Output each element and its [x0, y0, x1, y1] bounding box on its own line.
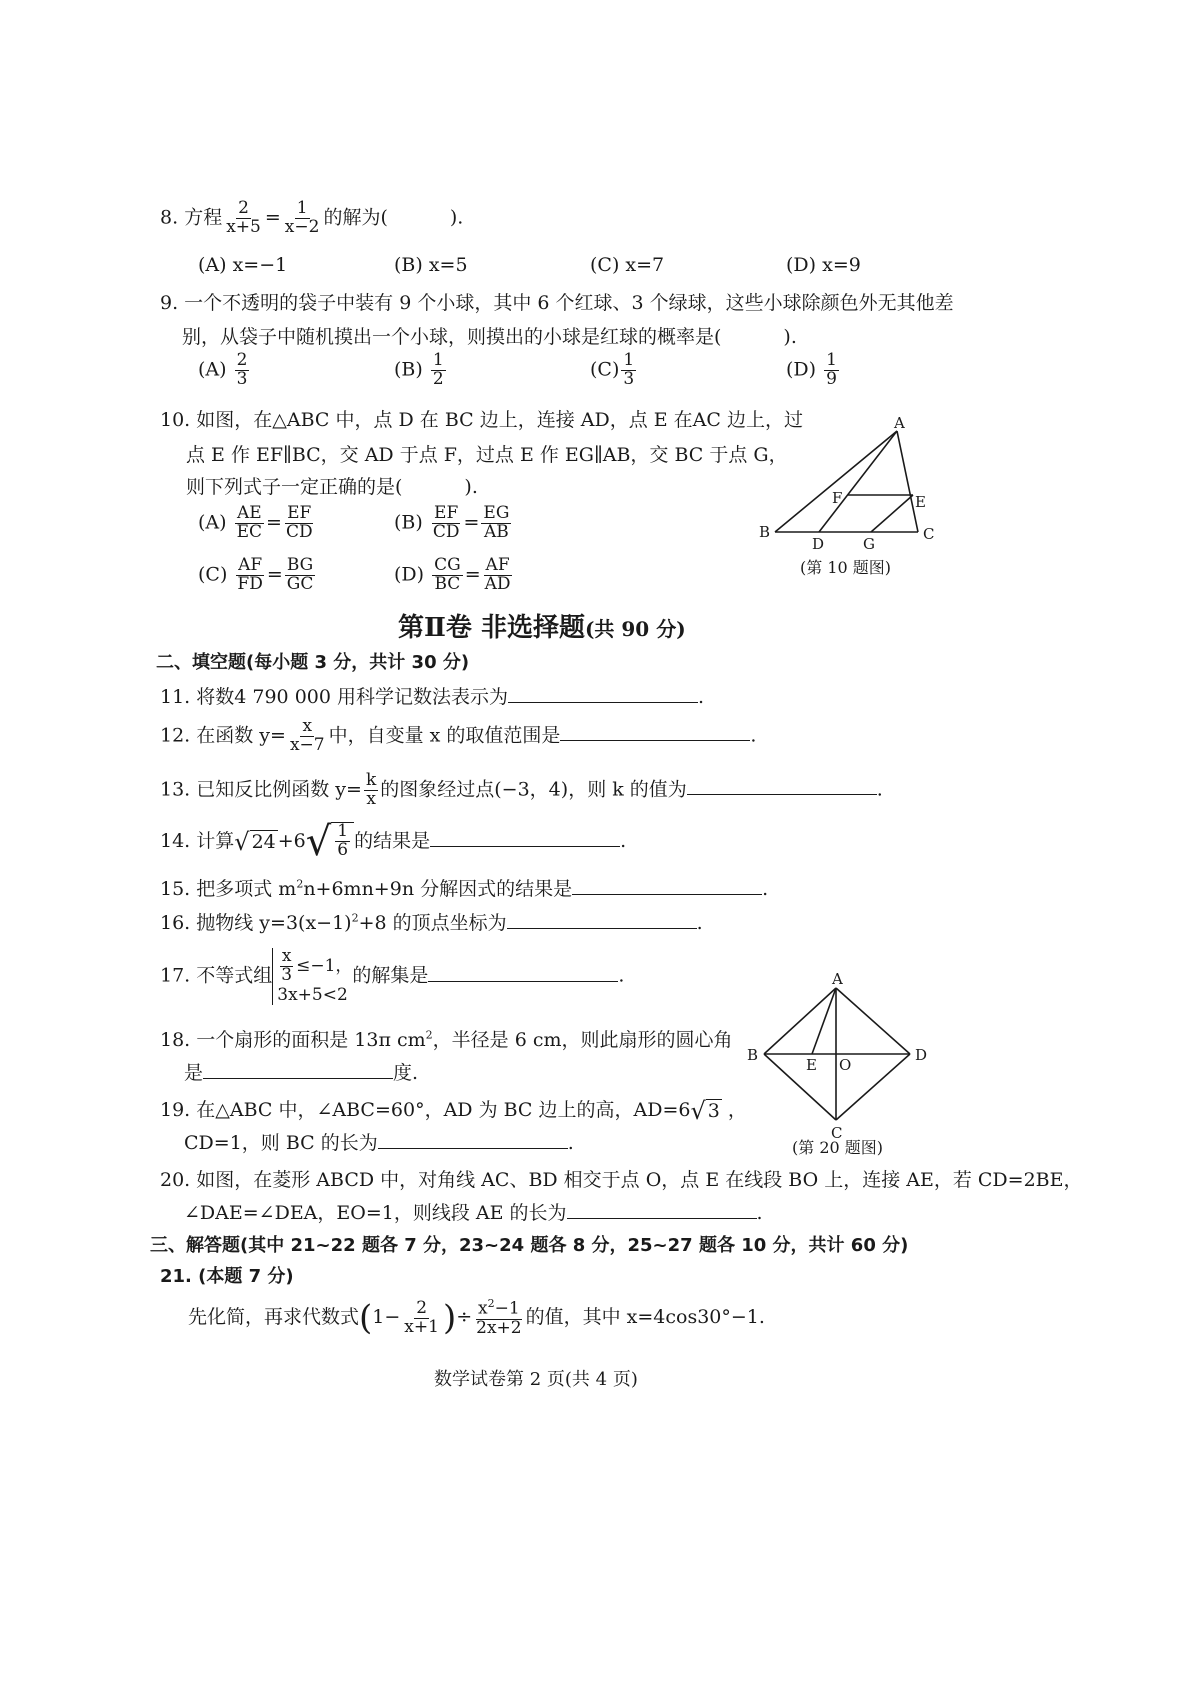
side-ab: [764, 988, 836, 1054]
sqrt: √ $\frac{1}{6}$: [306, 822, 354, 862]
question-13: 13. 已知反比例函数 y= $\frac{k}{x}$ 的图象经过点(−3，4)，则 k 的值为 .: [160, 770, 883, 809]
question-12: 12. 在函数 y= $\frac{x}{x-7}$ 中，自变量 x 的取值范围是 .: [160, 716, 757, 755]
segment-ab: [775, 431, 897, 532]
label-f: F: [832, 489, 843, 507]
label-b: B: [759, 523, 771, 541]
q8-option-c: (C) x=7: [590, 254, 665, 276]
side-ad: [836, 988, 910, 1054]
section-2-heading: 二、填空题(每小题 3 分，共计 30 分): [156, 652, 470, 673]
page-footer: 数学试卷第 2 页(共 4 页): [434, 1369, 638, 1390]
fraction: $\frac{2}{x+5}$: [226, 198, 261, 237]
question-14: 14. 计算 √ 24 +6 √ $\frac{1}{6}$ 的结果是 .: [160, 819, 627, 865]
question-20-line2: ∠DAE=∠DEA，EO=1，则线段 AE 的长为 .: [184, 1202, 763, 1224]
q10-option-d: (D) $\frac{CG}{BC}$ = $\frac{AF}{AD}$: [394, 555, 511, 594]
figure-20-caption: (第 20 题图): [792, 1138, 884, 1157]
question-16: 16. 抛物线 $y=3(x-1)^2+8$ 的顶点坐标为 .: [160, 911, 703, 934]
question-18-line1: 18. 一个扇形的面积是 13π $cm^2$，半径是 6 cm，则此扇形的圆心角: [160, 1028, 733, 1051]
figure-10-caption: (第 10 题图): [800, 558, 892, 577]
label-g: G: [863, 535, 875, 553]
q9-option-d: (D) $\frac{1}{9}$: [786, 350, 837, 389]
inequality-system: $\frac{x}{3}$ ≤−1， 3x+5<2: [272, 948, 352, 1005]
question-10-line3: 则下列式子一定正确的是( ).: [186, 476, 478, 498]
question-19-line1: 19. 在△ABC 中，∠ABC=60°，AD 为 BC 边上的高，AD=6 √ 3 ，: [160, 1097, 747, 1125]
question-9-line1: 9. 一个不透明的袋子中装有 9 个小球，其中 6 个红球、3 个绿球，这些小球除颜色外无其他差: [160, 292, 954, 314]
segment-eg: [871, 495, 913, 532]
label-b: B: [747, 1046, 759, 1064]
q10-option-b: (B) $\frac{EF}{CD}$ = $\frac{EG}{AB}$: [394, 503, 510, 542]
q10-option-c: (C) $\frac{AF}{FD}$ = $\frac{BG}{GC}$: [198, 555, 314, 594]
q9-option-c: (C) $\frac{1}{3}$: [590, 350, 635, 389]
volume-title: 第Ⅱ卷 非选择题(共 90 分): [398, 613, 686, 643]
segment-ae: [812, 988, 836, 1054]
question-20-line1: 20. 如图，在菱形 ABCD 中，对角线 AC、BD 相交于点 O，点 E 在线段 BO 上，连接 AE，若 CD=2BE，: [160, 1169, 1083, 1191]
question-10-line1: 10. 如图，在△ABC 中，点 D 在 BC 边上，连接 AD，点 E 在AC 边上，过: [160, 409, 803, 431]
label-e: E: [806, 1056, 817, 1074]
figure-20-rhombus: [742, 968, 942, 1148]
question-17: 17. 不等式组 $\frac{x}{3}$ ≤−1， 3x+5<2的解集是 .: [160, 946, 625, 1005]
question-21-heading: 21. (本题 7 分): [160, 1266, 294, 1287]
label-d: D: [812, 535, 825, 553]
side-bc: [764, 1054, 836, 1120]
label-o: O: [839, 1056, 852, 1074]
figure-10-triangle: [755, 415, 955, 575]
question-15: 15. 把多项式 $m^2n+6mn+9n$ 分解因式的结果是 .: [160, 877, 769, 900]
segment-ac: [897, 431, 918, 532]
label-a: A: [832, 970, 843, 988]
q9-option-a: (A) $\frac{2}{3}$: [198, 350, 248, 389]
question-9-line2: 别，从袋子中随机摸出一个小球，则摸出的小球是红球的概率是( ).: [182, 326, 797, 348]
question-8: 8. 方程 $\frac{2}{x+5}$ = $\frac{1}{x-2}$ 的解为( ).: [160, 198, 464, 237]
label-a: A: [894, 415, 905, 432]
q9-option-b: (B) $\frac{1}{2}$: [394, 350, 444, 389]
label-c: C: [831, 1124, 843, 1142]
segment-ad: [819, 431, 897, 532]
q8-option-a: (A) x=−1: [198, 254, 288, 276]
question-19-line2: CD=1，则 BC 的长为 .: [184, 1132, 574, 1154]
question-21-body: 先化简，再求代数式(1− $\frac{2}{x+1}$ )÷ $\frac{x^2-1}{2x+2}$ 的值，其中 x=4cos30°−1.: [188, 1297, 765, 1338]
q8-option-b: (B) x=5: [394, 254, 468, 276]
fraction: $\frac{1}{x-2}$: [284, 198, 320, 237]
label-c: C: [923, 525, 935, 543]
q10-option-a: (A) $\frac{AE}{EC}$ = $\frac{EF}{CD}$: [198, 503, 313, 542]
label-e: E: [915, 493, 926, 511]
q8-option-d: (D) x=9: [786, 254, 861, 276]
section-3-heading: 三、解答题(其中 21~22 题各 7 分，23~24 题各 8 分，25~27 题各 10 分，共计 60 分): [150, 1235, 909, 1256]
question-11: 11. 将数4 790 000 用科学记数法表示为 .: [160, 686, 705, 708]
question-18-line2: 是 度.: [184, 1062, 419, 1084]
question-10-line2: 点 E 作 EF∥BC，交 AD 于点 F，过点 E 作 EG∥AB，交 BC 于点 G，: [186, 444, 788, 466]
sqrt: √ 24: [234, 828, 276, 856]
label-d: D: [915, 1046, 928, 1064]
